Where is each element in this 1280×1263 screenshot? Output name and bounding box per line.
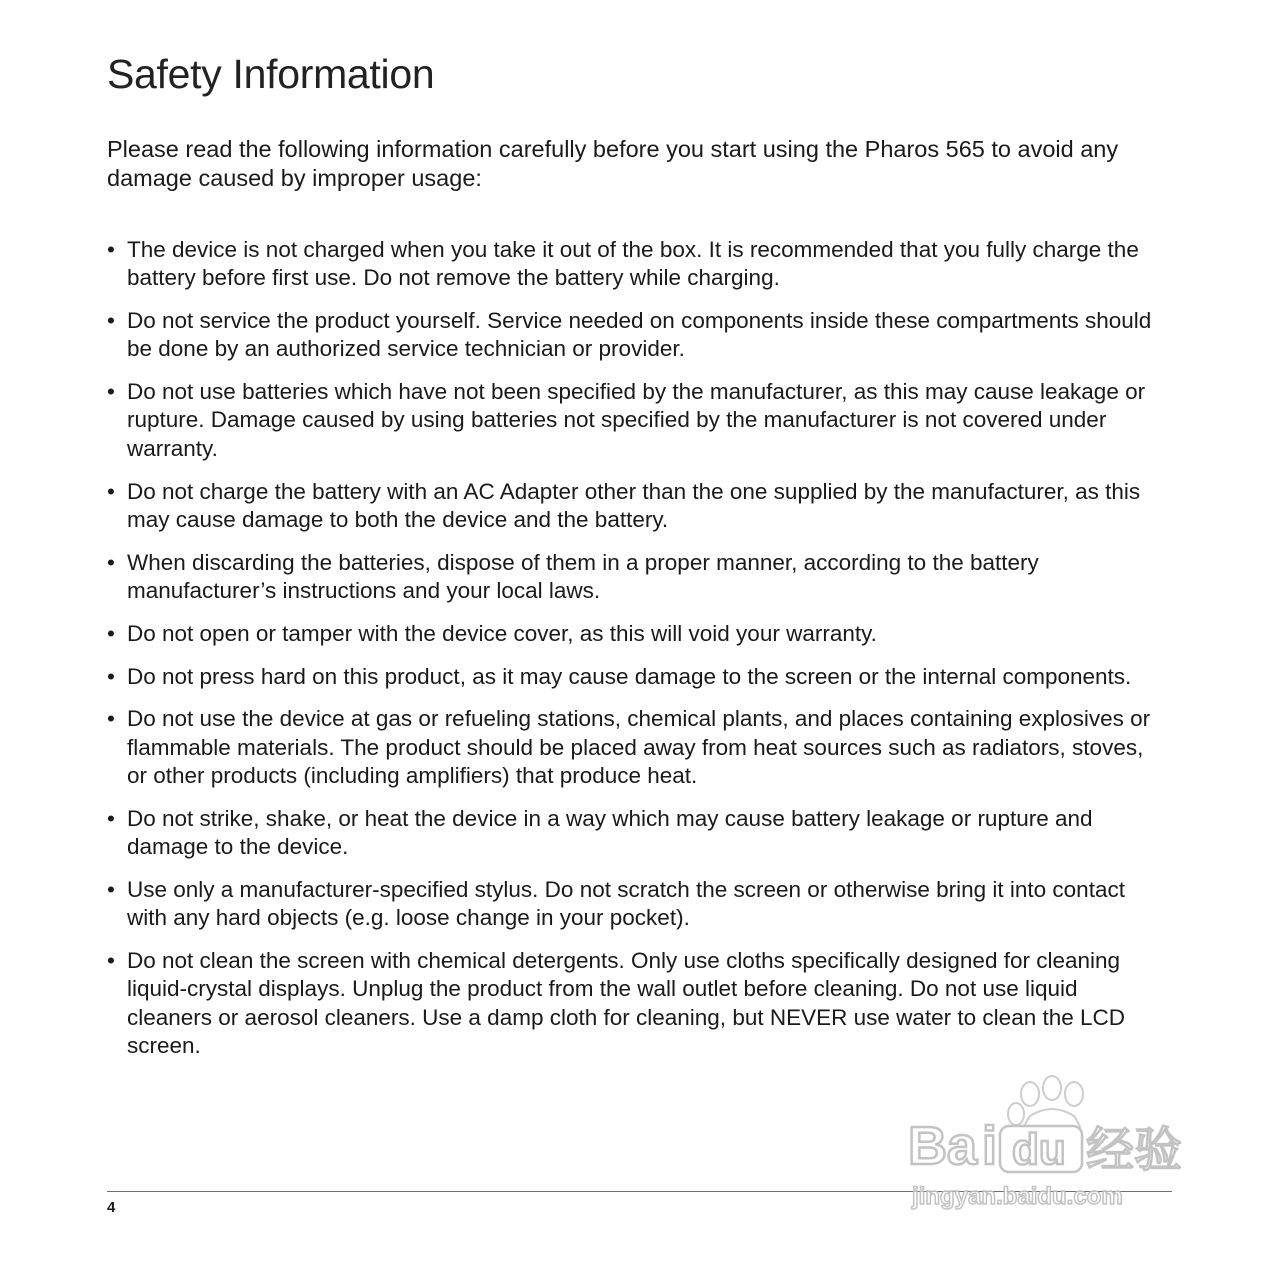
safety-item-text: Do not service the product yourself. Service needed on components inside these compartments should be done by an authorized service technician or provider. [127, 308, 1152, 362]
bullet-icon: • [107, 805, 115, 831]
page-number: 4 [107, 1199, 116, 1216]
safety-item-text: Do not strike, shake, or heat the device in a way which may cause battery leakage or rupture and damage to the device. [127, 805, 1093, 860]
safety-item [107, 947, 1167, 1060]
safety-item [107, 876, 1167, 933]
safety-item-text: Do not press hard on this product, as it may cause damage to the screen or the internal components. [127, 663, 1132, 689]
svg-text:经验: 经验 [1086, 1124, 1183, 1177]
safety-item-text: Do not clean the screen with chemical detergents. Only use cloths specifically designed for cleaning liquid-crystal displays. Unplug the product from the wall outlet before cleaning. Do not use liquid cleaners or aerosol cleaners. Use a damp cloth for cleaning, but NEVER use water to clean the LCD screen. [127, 947, 1126, 1058]
bullet-icon: • [107, 478, 115, 504]
safety-item-text: Do not open or tamper with the device cover, as this will void your warranty. [127, 620, 877, 646]
safety-item [107, 307, 1167, 364]
page-title: Safety Information [107, 51, 435, 97]
bullet-icon: • [107, 620, 115, 646]
bullet-icon: • [107, 706, 115, 732]
bullet-icon: • [107, 947, 115, 973]
safety-item [107, 236, 1167, 293]
safety-item [107, 805, 1167, 862]
safety-item-text: When discarding the batteries, dispose of them in a proper manner, according to the battery manufacturer’s instructions and your local laws. [127, 549, 1039, 603]
safety-list [107, 236, 1167, 1075]
svg-text:Ba: Ba [908, 1116, 978, 1176]
bullet-icon: • [107, 308, 115, 334]
bullet-icon: • [107, 237, 115, 262]
safety-item-text: The device is not charged when you take it out of the box. It is recommended that you fully charge the battery before first use. Do not remove the battery while charging. [127, 237, 1139, 291]
safety-item-text: Do not charge the battery with an AC Adapter other than the one supplied by the manufacturer, as this may cause damage to both the device and the battery. [127, 478, 1141, 532]
safety-item [107, 478, 1167, 535]
safety-item [107, 705, 1167, 790]
baidu-watermark-logo [900, 1072, 1210, 1217]
safety-item [107, 663, 1167, 691]
safety-item-text: Do not use the device at gas or refueling stations, chemical plants, and places containing explosives or flammable materials. The product should be placed away from heat sources such as radiators, stoves, or other products (including amplifiers) that produce heat. [127, 706, 1151, 788]
watermark-url: jingyan.baidu.com [912, 1183, 1123, 1210]
intro-paragraph: Please read the following information carefully before you start using the Pharos 565 to avoid any damage caused by improper usage: [107, 136, 1119, 191]
bullet-icon: • [107, 876, 115, 902]
bullet-icon: • [107, 663, 115, 689]
bullet-icon: • [107, 379, 115, 405]
safety-item-text: Do not use batteries which have not been specified by the manufacturer, as this may cause leakage or rupture. Damage caused by using batteries not specified by the manufacturer is not covered under warranty. [127, 379, 1146, 461]
safety-item [107, 620, 1167, 648]
safety-item [107, 549, 1167, 606]
svg-text:du: du [1012, 1125, 1066, 1174]
bullet-icon: • [107, 549, 115, 575]
safety-item-text: Use only a manufacturer-specified stylus. Do not scratch the screen or otherwise bring it into contact with any hard objects (e.g. loose change in your pocket). [127, 876, 1125, 931]
svg-text:i: i [982, 1116, 998, 1176]
safety-item [107, 378, 1167, 463]
